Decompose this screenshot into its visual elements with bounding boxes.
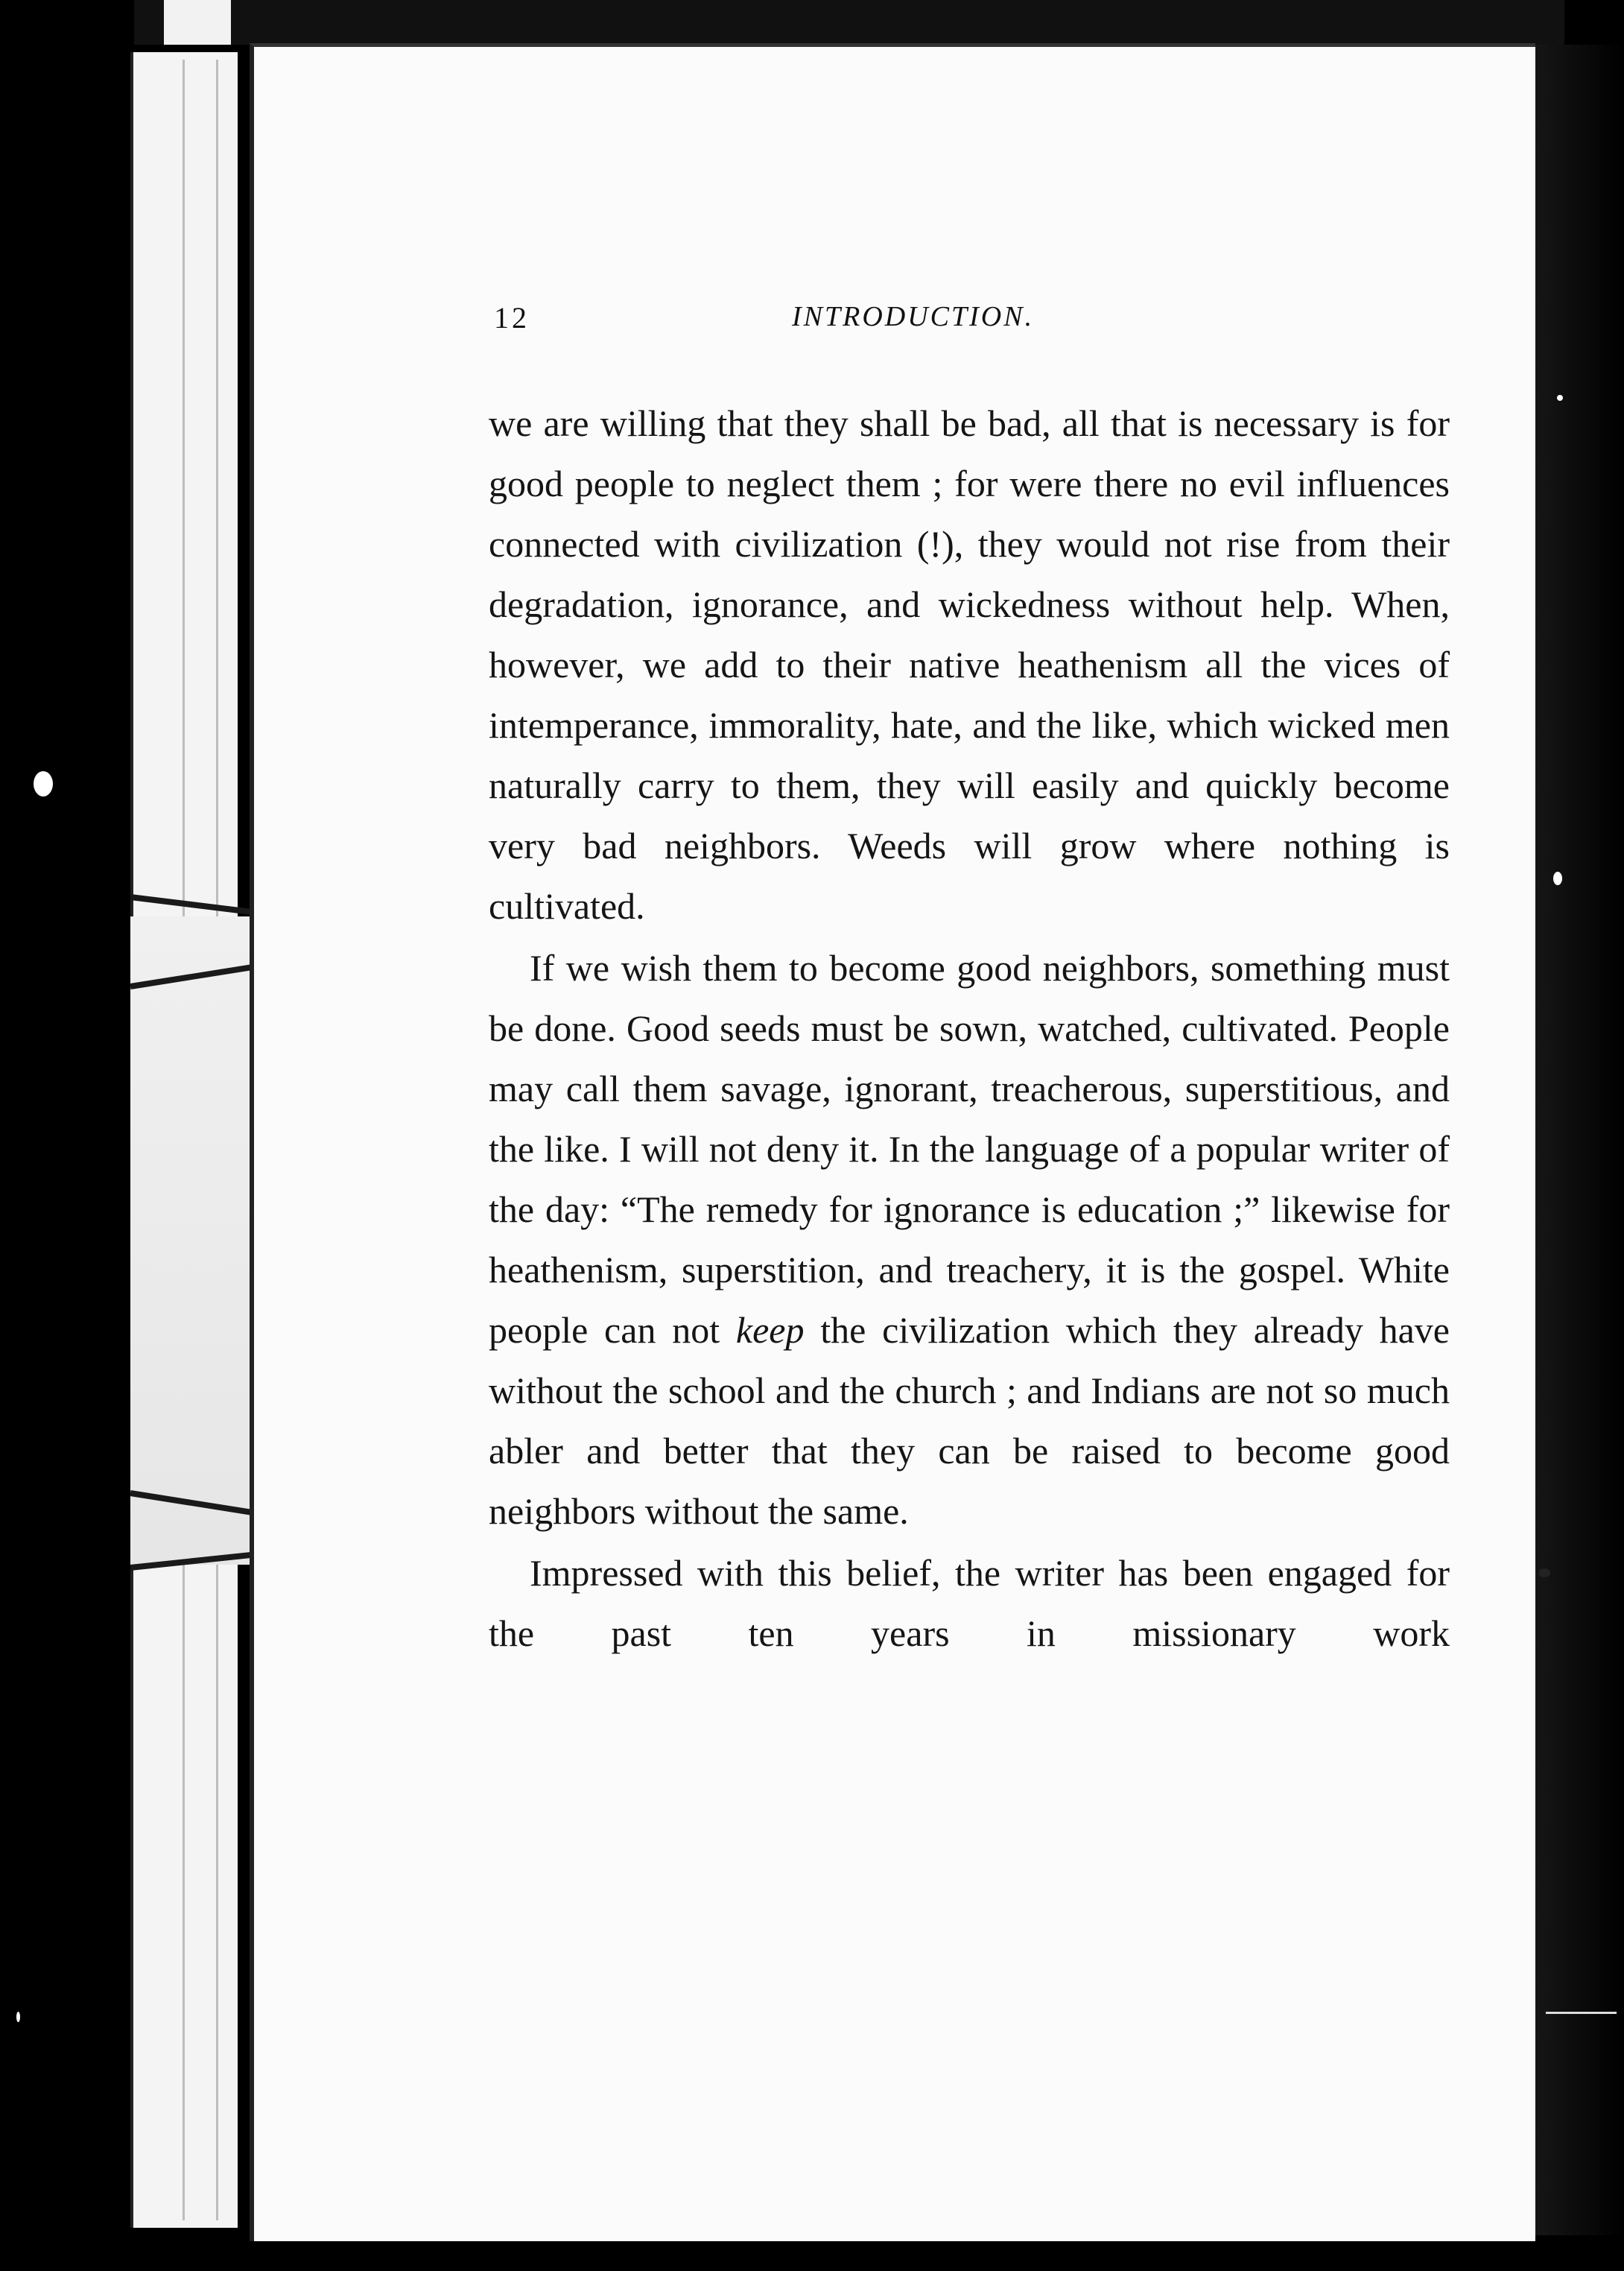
scan-speck — [1538, 1568, 1550, 1577]
scan-speck — [34, 771, 53, 796]
paragraph-3: Impressed with this belief, the writer has been engaged for the past ten years in missionary work — [489, 1552, 1450, 1654]
page-number: 12 — [494, 301, 530, 335]
paragraph-2 — [489, 938, 1450, 1542]
running-head: INTRODUCTION. — [792, 301, 1035, 332]
paragraph-2-text-after: the civilization which they already have without the school and the church ; and Indians are not so much abler and better that they can be raised to become good neighbors without the same. — [489, 1309, 1450, 1532]
paragraph-2-emphasis: keep — [735, 1309, 805, 1351]
scan-speck — [1553, 872, 1562, 885]
paragraph-1: we are willing that they shall be bad, all that is necessary is for good people to neglect them ; for were there no evil influences connected with civilization (!), they would not rise from their degradation, ignorance, and wickedness without help. When, however, we add to their native heathenism all the vices of intemperance, immorality, hate, and the like, which wicked men naturally carry to them, they will easily and quickly become very bad neighbors. Weeds will grow where nothing is cultivated. — [489, 402, 1450, 927]
scan-right-shadow — [1520, 45, 1624, 2235]
scan-speck — [1557, 395, 1563, 401]
scan-top-paper-strip — [164, 0, 231, 45]
scan-edge-mark — [1546, 2012, 1617, 2014]
scan-speck — [16, 2012, 20, 2022]
paragraph-2-text-before: If we wish them to become good neighbors, something must be done. Good seeds must be sown, watched, cultivated. People may call them savage, ignorant, treacherous, superstitious, and the like. I will not deny it. In the language of a popular writer of the day: “The remedy for ignorance is education ;” likewise for heathenism, superstition, and treachery, it is the gospel. White people can not — [489, 947, 1450, 1351]
body-text — [489, 393, 1450, 1664]
book-page — [250, 43, 1535, 2241]
scan-top-border — [134, 0, 1564, 45]
page-header — [494, 300, 1537, 360]
